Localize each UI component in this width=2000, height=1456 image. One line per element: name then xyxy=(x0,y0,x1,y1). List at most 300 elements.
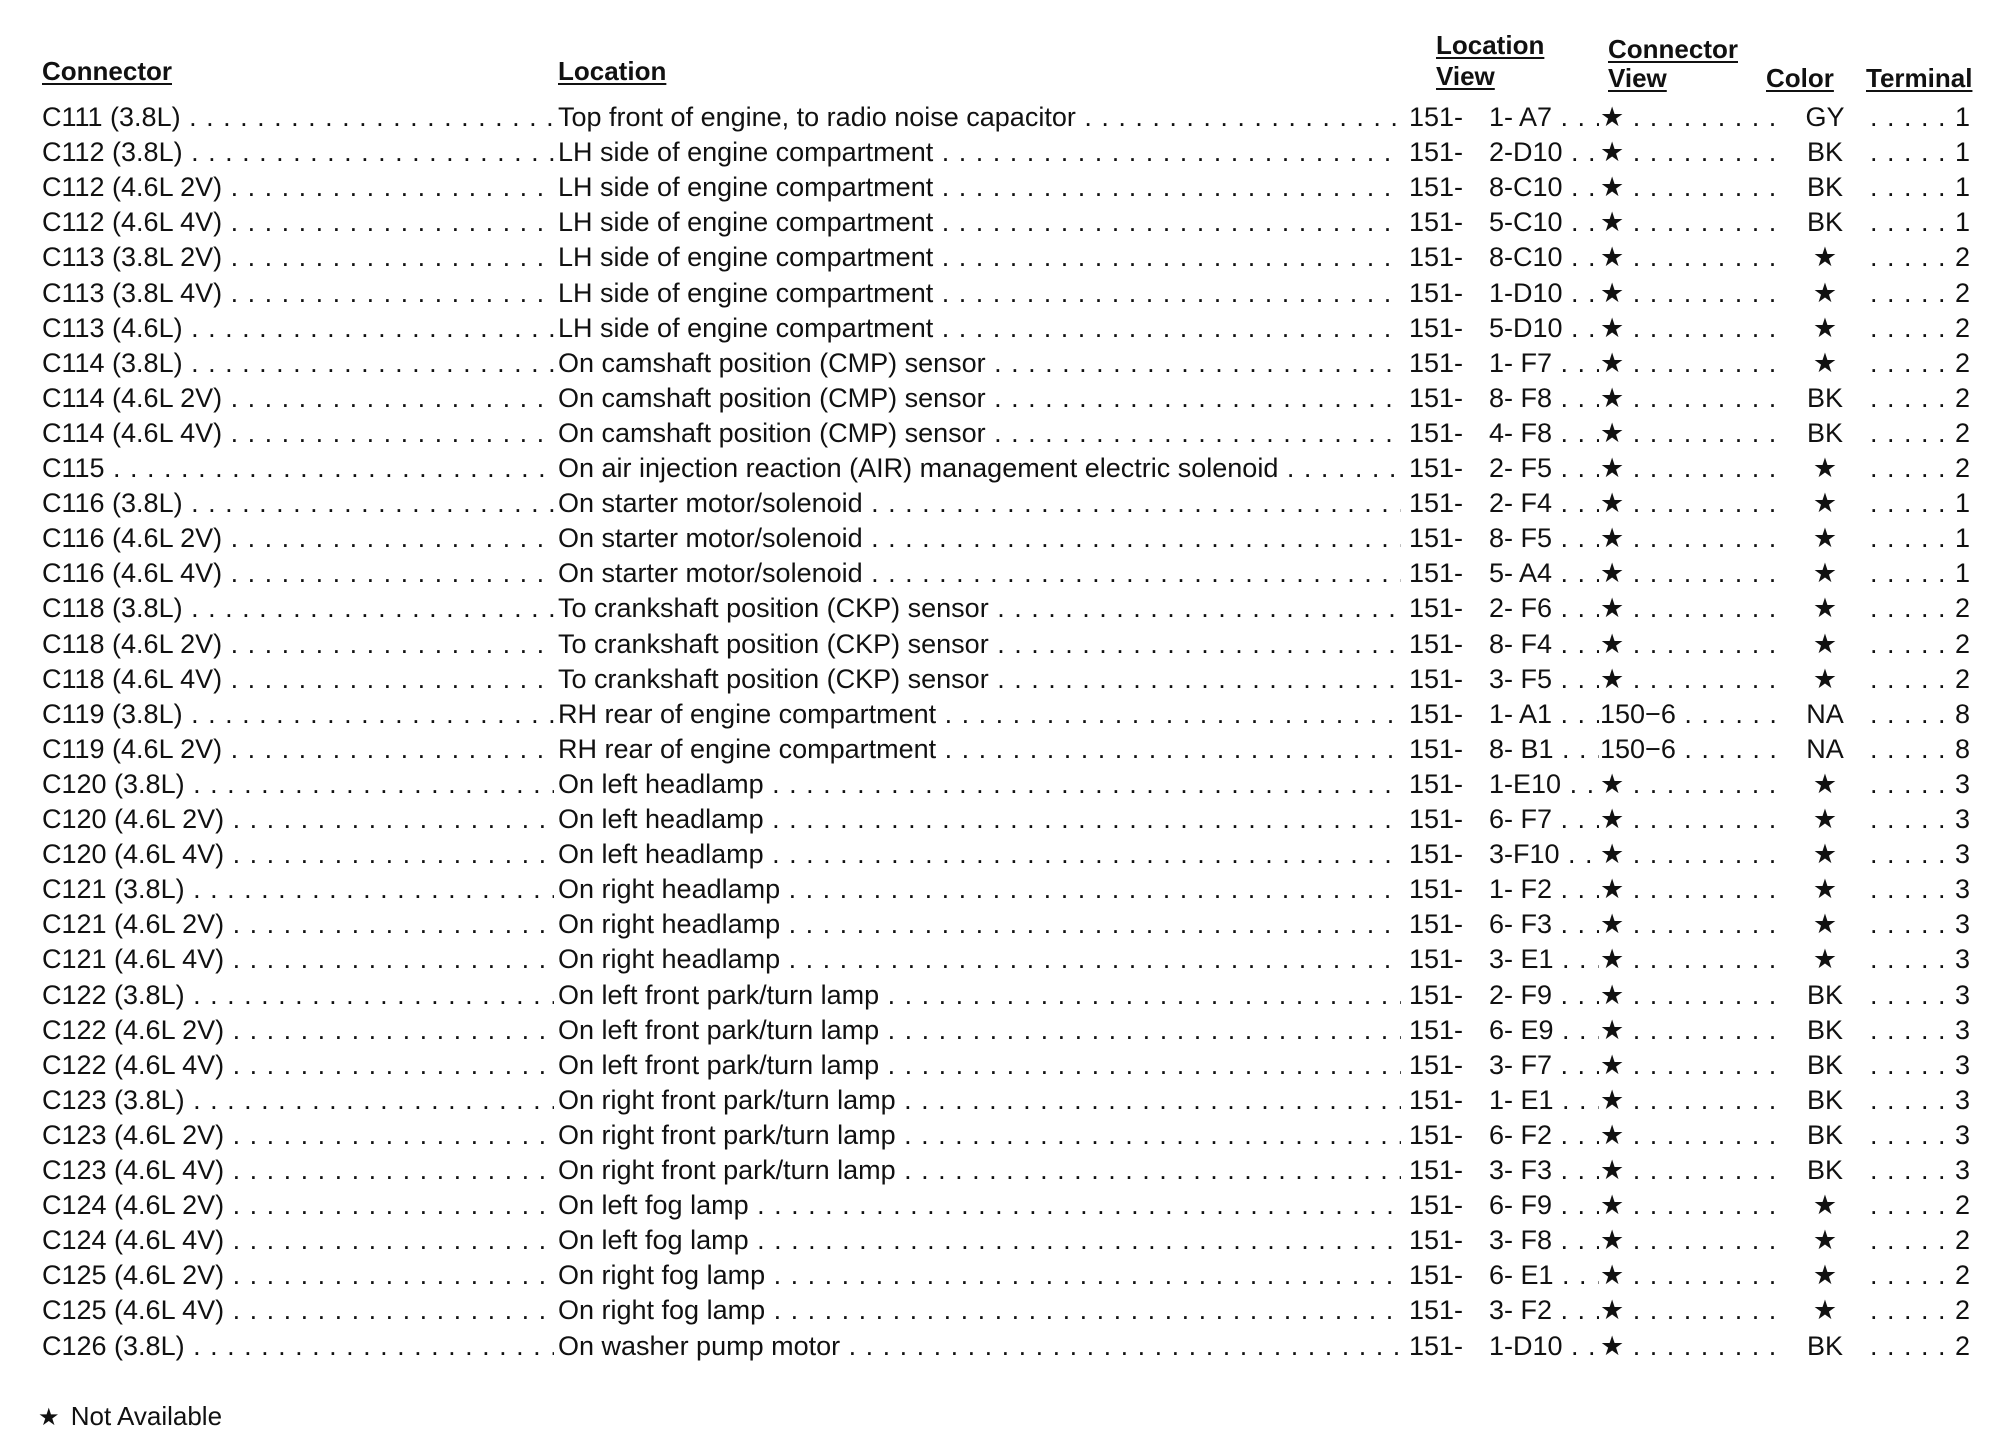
row-color: ★ xyxy=(1812,558,1838,589)
table-row xyxy=(0,627,2000,662)
row-location-view: 1-E10 . . . xyxy=(1489,767,1599,802)
row-color: ★ xyxy=(1812,1260,1838,1291)
row-connector-view: ★ . . . xyxy=(1600,416,1780,451)
terminal-value: 3 xyxy=(1955,979,1971,1010)
row-location-view: 2- F4 . . . xyxy=(1489,486,1599,521)
row-terminal xyxy=(1870,100,1990,135)
row-location-view: 6- F3 . . . xyxy=(1489,907,1599,942)
row-terminal xyxy=(1870,276,1990,311)
dot-leader: . . . . . xyxy=(1870,1119,1956,1150)
row-location-view: 1- E1 . . . xyxy=(1489,1083,1599,1118)
row-terminal xyxy=(1870,1013,1990,1048)
dot-leader: . . . . . xyxy=(1870,1014,1956,1045)
terminal-value: 3 xyxy=(1955,1084,1971,1115)
row-connector-view: 150−6 . . . xyxy=(1600,697,1780,732)
table-row xyxy=(0,556,2000,591)
header-color: Color xyxy=(1766,63,1834,93)
row-location-view: 6- F7 . . . xyxy=(1489,802,1599,837)
row-connector-view: ★ . . . xyxy=(1600,276,1780,311)
row-connector-view: ★ . . . xyxy=(1600,135,1780,170)
row-location: To crankshaft position (CKP) sensor . . . xyxy=(558,627,1401,662)
dot-leader: . . . . . xyxy=(1870,242,1956,273)
row-location-view: 8- F4 . . . xyxy=(1489,627,1599,662)
dot-leader: . . . . . xyxy=(1870,1225,1956,1256)
dot-leader: . . . . . xyxy=(1870,347,1956,378)
dot-leader: . . . . . xyxy=(1870,804,1956,834)
row-color: NA xyxy=(1806,698,1844,729)
row-location: LH side of engine compartment . . . xyxy=(558,170,1401,205)
terminal-value: 3 xyxy=(1955,1155,1971,1185)
row-terminal xyxy=(1870,135,1990,170)
row-location-view-prefix: 151- xyxy=(1409,172,1464,203)
row-location: LH side of engine compartment . . . xyxy=(558,311,1401,346)
dot-leader: . . . . . xyxy=(1870,488,1956,519)
row-connector-view: ★ . . . xyxy=(1600,486,1780,521)
row-location: LH side of engine compartment . . . xyxy=(558,276,1401,311)
row-terminal xyxy=(1870,907,1990,942)
header-connector-view-line1: Connector xyxy=(1608,34,1738,64)
row-location-view-prefix: 151- xyxy=(1409,523,1464,554)
row-connector: C115 . . . xyxy=(42,451,554,486)
row-location: On right headlamp . . . xyxy=(558,907,1401,942)
row-connector: C113 (3.8L 2V) . . . xyxy=(42,240,554,275)
row-location: On starter motor/solenoid . . . xyxy=(558,556,1401,591)
footnote-text: Not Available xyxy=(70,1401,223,1431)
dot-leader: . . . . . xyxy=(1870,1049,1956,1080)
terminal-value: 3 xyxy=(1955,909,1971,940)
row-color: BK xyxy=(1806,1049,1844,1080)
dot-leader: . . . . . xyxy=(1870,1155,1956,1185)
terminal-value: 2 xyxy=(1955,453,1971,483)
row-location-view-prefix: 151- xyxy=(1409,137,1464,168)
dot-leader: . . . . . xyxy=(1870,593,1956,624)
row-location-view: 5- A4 . . . xyxy=(1489,556,1599,591)
row-terminal xyxy=(1870,627,1990,662)
dot-leader: . . . . . xyxy=(1870,1084,1956,1115)
dot-leader: . . . . . xyxy=(1870,874,1956,905)
row-terminal xyxy=(1870,1083,1990,1118)
terminal-value: 2 xyxy=(1955,1295,1971,1326)
row-location-view-prefix: 151- xyxy=(1409,102,1464,132)
row-connector-view: ★ . . . xyxy=(1600,1293,1780,1328)
row-connector-view: ★ . . . xyxy=(1600,100,1780,135)
row-location-view-prefix: 151- xyxy=(1409,382,1464,413)
table-row xyxy=(0,872,2000,907)
terminal-value: 3 xyxy=(1955,804,1971,834)
dot-leader: . . . . . xyxy=(1870,628,1956,659)
terminal-value: 2 xyxy=(1955,242,1971,273)
row-connector-view: ★ . . . xyxy=(1600,1153,1780,1188)
row-color: BK xyxy=(1806,1014,1844,1045)
row-location: On camshaft position (CMP) sensor . . . xyxy=(558,416,1401,451)
terminal-value: 8 xyxy=(1955,733,1971,764)
table-row xyxy=(0,802,2000,837)
row-connector-view: ★ . . . xyxy=(1600,1329,1780,1364)
terminal-value: 2 xyxy=(1955,1260,1971,1291)
row-location: On left front park/turn lamp . . . xyxy=(558,1048,1401,1083)
row-location: RH rear of engine compartment . . . xyxy=(558,697,1401,732)
row-location: On air injection reaction (AIR) management electric solenoid . . . xyxy=(558,451,1401,486)
row-color: ★ xyxy=(1812,593,1838,624)
row-connector: C126 (3.8L) . . . xyxy=(42,1329,554,1364)
row-location-view-prefix: 151- xyxy=(1409,1119,1464,1150)
row-location-view-prefix: 151- xyxy=(1409,979,1464,1010)
row-location-view: 3- F7 . . . xyxy=(1489,1048,1599,1083)
table-row xyxy=(0,381,2000,416)
row-terminal xyxy=(1870,591,1990,626)
row-terminal xyxy=(1870,556,1990,591)
dot-leader: . . . . . xyxy=(1870,733,1956,764)
row-terminal xyxy=(1870,942,1990,977)
row-location: LH side of engine compartment . . . xyxy=(558,135,1401,170)
row-terminal xyxy=(1870,240,1990,275)
row-connector: C122 (4.6L 2V) . . . xyxy=(42,1013,554,1048)
row-connector: C121 (4.6L 4V) . . . xyxy=(42,942,554,977)
row-terminal xyxy=(1870,837,1990,872)
terminal-value: 3 xyxy=(1955,768,1971,799)
row-connector-view: ★ . . . xyxy=(1600,556,1780,591)
row-color: ★ xyxy=(1812,347,1838,378)
table-row xyxy=(0,170,2000,205)
row-location-view-prefix: 151- xyxy=(1409,698,1464,729)
row-color: ★ xyxy=(1812,1295,1838,1326)
row-color: ★ xyxy=(1812,839,1838,870)
row-color: ★ xyxy=(1812,1190,1838,1221)
row-connector: C120 (3.8L) . . . xyxy=(42,767,554,802)
row-connector: C124 (4.6L 2V) . . . xyxy=(42,1188,554,1223)
row-connector: C114 (4.6L 2V) . . . xyxy=(42,381,554,416)
row-location: On right headlamp . . . xyxy=(558,942,1401,977)
row-location-view-prefix: 151- xyxy=(1409,558,1464,589)
terminal-value: 2 xyxy=(1955,1190,1971,1221)
row-terminal xyxy=(1870,1048,1990,1083)
row-connector-view: ★ . . . xyxy=(1600,872,1780,907)
row-connector-view: ★ . . . xyxy=(1600,978,1780,1013)
row-location-view: 6- F9 . . . xyxy=(1489,1188,1599,1223)
row-connector: C120 (4.6L 4V) . . . xyxy=(42,837,554,872)
row-location: On left fog lamp . . . xyxy=(558,1223,1401,1258)
terminal-value: 2 xyxy=(1955,628,1971,659)
row-terminal xyxy=(1870,662,1990,697)
row-location: On washer pump motor . . . xyxy=(558,1329,1401,1364)
table-row xyxy=(0,240,2000,275)
dot-leader: . . . . . xyxy=(1870,979,1956,1010)
row-terminal xyxy=(1870,978,1990,1013)
terminal-value: 3 xyxy=(1955,1049,1971,1080)
row-location-view-prefix: 151- xyxy=(1409,453,1464,483)
row-terminal xyxy=(1870,1153,1990,1188)
row-connector-view: ★ . . . xyxy=(1600,1118,1780,1153)
dot-leader: . . . . . xyxy=(1870,172,1956,203)
dot-leader: . . . . . xyxy=(1870,839,1956,870)
row-connector: C121 (4.6L 2V) . . . xyxy=(42,907,554,942)
table-row xyxy=(0,907,2000,942)
table-row xyxy=(0,276,2000,311)
row-terminal xyxy=(1870,1223,1990,1258)
dot-leader: . . . . . xyxy=(1870,1260,1956,1291)
row-terminal xyxy=(1870,1293,1990,1328)
terminal-value: 2 xyxy=(1955,593,1971,624)
table-row xyxy=(0,1153,2000,1188)
header-connector-view-line2: View xyxy=(1608,63,1667,93)
row-connector-view: ★ . . . xyxy=(1600,170,1780,205)
row-location-view-prefix: 151- xyxy=(1409,1295,1464,1326)
row-connector-view: ★ . . . xyxy=(1600,311,1780,346)
row-color: GY xyxy=(1805,102,1845,132)
row-location-view: 5-D10 . . . xyxy=(1489,311,1599,346)
row-location-view: 6- F2 . . . xyxy=(1489,1118,1599,1153)
row-location-view: 1-D10 . . . xyxy=(1489,1329,1599,1364)
row-location-view-prefix: 151- xyxy=(1409,242,1464,273)
table-row xyxy=(0,135,2000,170)
row-terminal xyxy=(1870,311,1990,346)
row-terminal xyxy=(1870,872,1990,907)
row-connector: C112 (4.6L 2V) . . . xyxy=(42,170,554,205)
table-row xyxy=(0,662,2000,697)
row-location-view-prefix: 151- xyxy=(1409,1084,1464,1115)
table-row xyxy=(0,311,2000,346)
row-connector-view: ★ . . . xyxy=(1600,591,1780,626)
row-terminal xyxy=(1870,416,1990,451)
table-row xyxy=(0,837,2000,872)
row-color: ★ xyxy=(1812,874,1838,905)
row-terminal xyxy=(1870,486,1990,521)
row-connector: C123 (3.8L) . . . xyxy=(42,1083,554,1118)
row-connector-view: ★ . . . xyxy=(1600,381,1780,416)
row-connector: C120 (4.6L 2V) . . . xyxy=(42,802,554,837)
row-connector: C116 (4.6L 2V) . . . xyxy=(42,521,554,556)
row-connector: C118 (4.6L 4V) . . . xyxy=(42,662,554,697)
table-row xyxy=(0,1048,2000,1083)
row-location: On left front park/turn lamp . . . xyxy=(558,978,1401,1013)
table-row xyxy=(0,451,2000,486)
row-location: On left fog lamp . . . xyxy=(558,1188,1401,1223)
row-color: BK xyxy=(1806,1084,1844,1115)
row-color: ★ xyxy=(1812,1225,1838,1256)
row-location: On left front park/turn lamp . . . xyxy=(558,1013,1401,1048)
dot-leader: . . . . . xyxy=(1870,137,1956,168)
row-connector: C113 (4.6L) . . . xyxy=(42,311,554,346)
dot-leader: . . . . . xyxy=(1870,558,1956,589)
terminal-value: 2 xyxy=(1955,1330,1971,1361)
row-connector-view: ★ . . . xyxy=(1600,1188,1780,1223)
terminal-value: 3 xyxy=(1955,1014,1971,1045)
row-connector-view: ★ . . . xyxy=(1600,627,1780,662)
row-terminal xyxy=(1870,1329,1990,1364)
row-connector-view: ★ . . . xyxy=(1600,205,1780,240)
header-location-view-line1: Location xyxy=(1436,30,1545,60)
header-location: Location xyxy=(558,56,667,86)
dot-leader: . . . . . xyxy=(1870,453,1956,483)
row-location-view-prefix: 151- xyxy=(1409,628,1464,659)
dot-leader: . . . . . xyxy=(1870,1295,1956,1326)
dot-leader: . . . . . xyxy=(1870,768,1956,799)
dot-leader: . . . . . xyxy=(1870,417,1956,448)
dot-leader: . . . . . xyxy=(1870,312,1956,343)
row-connector-view: ★ . . . xyxy=(1600,802,1780,837)
row-location-view: 3- F2 . . . xyxy=(1489,1293,1599,1328)
row-connector-view: ★ . . . xyxy=(1600,1013,1780,1048)
table-row xyxy=(0,346,2000,381)
row-color: ★ xyxy=(1812,909,1838,940)
terminal-value: 2 xyxy=(1955,277,1971,308)
row-connector-view: ★ . . . xyxy=(1600,240,1780,275)
header-location-view-line2: View xyxy=(1436,61,1495,91)
star-icon: ★ xyxy=(38,1404,60,1431)
row-location-view: 1- F7 . . . xyxy=(1489,346,1599,381)
row-connector: C125 (4.6L 2V) . . . xyxy=(42,1258,554,1293)
row-color: ★ xyxy=(1812,242,1838,273)
row-connector: C122 (4.6L 4V) . . . xyxy=(42,1048,554,1083)
row-connector: C123 (4.6L 2V) . . . xyxy=(42,1118,554,1153)
row-connector: C118 (4.6L 2V) . . . xyxy=(42,627,554,662)
row-connector: C116 (3.8L) . . . xyxy=(42,486,554,521)
terminal-value: 3 xyxy=(1955,874,1971,905)
row-location: On right front park/turn lamp . . . xyxy=(558,1153,1401,1188)
row-location-view-prefix: 151- xyxy=(1409,663,1464,694)
row-location-view: 5-C10 . . . xyxy=(1489,205,1599,240)
row-location: On camshaft position (CMP) sensor . . . xyxy=(558,346,1401,381)
table-row xyxy=(0,732,2000,767)
row-location: On starter motor/solenoid . . . xyxy=(558,521,1401,556)
row-connector: C114 (3.8L) . . . xyxy=(42,346,554,381)
row-location-view-prefix: 151- xyxy=(1409,768,1464,799)
row-location: On starter motor/solenoid . . . xyxy=(558,486,1401,521)
row-connector: C119 (4.6L 2V) . . . xyxy=(42,732,554,767)
row-location-view: 2- F5 . . . xyxy=(1489,451,1599,486)
terminal-value: 3 xyxy=(1955,1119,1971,1150)
dot-leader: . . . . . xyxy=(1870,382,1956,413)
row-location-view: 8- F8 . . . xyxy=(1489,381,1599,416)
row-connector: C114 (4.6L 4V) . . . xyxy=(42,416,554,451)
table-row xyxy=(0,591,2000,626)
terminal-value: 3 xyxy=(1955,944,1971,975)
row-location-view-prefix: 151- xyxy=(1409,874,1464,905)
row-color: ★ xyxy=(1812,277,1838,308)
terminal-value: 3 xyxy=(1955,839,1971,870)
row-color: ★ xyxy=(1812,523,1838,554)
dot-leader: . . . . . xyxy=(1870,944,1956,975)
row-location-view-prefix: 151- xyxy=(1409,488,1464,519)
row-location-view: 8-C10 . . . xyxy=(1489,240,1599,275)
row-terminal xyxy=(1870,1188,1990,1223)
row-connector: C122 (3.8L) . . . xyxy=(42,978,554,1013)
row-terminal xyxy=(1870,205,1990,240)
row-connector: C112 (4.6L 4V) . . . xyxy=(42,205,554,240)
row-color: BK xyxy=(1806,382,1844,413)
terminal-value: 2 xyxy=(1955,417,1971,448)
table-row xyxy=(0,100,2000,135)
row-color: ★ xyxy=(1812,804,1838,834)
row-location-view: 1-D10 . . . xyxy=(1489,276,1599,311)
row-color: ★ xyxy=(1812,944,1838,975)
row-terminal xyxy=(1870,381,1990,416)
table-row xyxy=(0,1013,2000,1048)
row-color: BK xyxy=(1806,1119,1844,1150)
row-location: On left headlamp . . . xyxy=(558,767,1401,802)
row-color: NA xyxy=(1806,733,1844,764)
row-connector: C125 (4.6L 4V) . . . xyxy=(42,1293,554,1328)
row-connector-view: ★ . . . xyxy=(1600,907,1780,942)
row-location-view: 8- B1 . . . xyxy=(1489,732,1599,767)
table-row xyxy=(0,697,2000,732)
row-location-view: 6- E9 . . . xyxy=(1489,1013,1599,1048)
table-row xyxy=(0,942,2000,977)
row-location: To crankshaft position (CKP) sensor . . . xyxy=(558,591,1401,626)
row-location-view: 3- F5 . . . xyxy=(1489,662,1599,697)
row-color: ★ xyxy=(1812,768,1838,799)
row-location-view-prefix: 151- xyxy=(1409,207,1464,238)
row-color: BK xyxy=(1806,979,1844,1010)
terminal-value: 2 xyxy=(1955,312,1971,343)
row-connector-view: ★ . . . xyxy=(1600,662,1780,697)
row-color: BK xyxy=(1806,137,1844,168)
row-location-view: 3- F3 . . . xyxy=(1489,1153,1599,1188)
row-color: BK xyxy=(1806,207,1844,238)
row-connector-view: ★ . . . xyxy=(1600,521,1780,556)
dot-leader: . . . . . xyxy=(1870,523,1956,554)
row-location-view-prefix: 151- xyxy=(1409,1225,1464,1256)
dot-leader: . . . . . xyxy=(1870,277,1956,308)
row-location-view-prefix: 151- xyxy=(1409,733,1464,764)
row-location: RH rear of engine compartment . . . xyxy=(558,732,1401,767)
terminal-value: 2 xyxy=(1955,663,1971,694)
terminal-value: 2 xyxy=(1955,1225,1971,1256)
row-connector-view: ★ . . . xyxy=(1600,1223,1780,1258)
row-color: ★ xyxy=(1812,628,1838,659)
terminal-value: 1 xyxy=(1955,137,1971,168)
table-row xyxy=(0,416,2000,451)
row-connector: C116 (4.6L 4V) . . . xyxy=(42,556,554,591)
row-location-view-prefix: 151- xyxy=(1409,593,1464,624)
table-row xyxy=(0,521,2000,556)
dot-leader: . . . . . xyxy=(1870,663,1956,694)
row-location-view-prefix: 151- xyxy=(1409,417,1464,448)
row-terminal xyxy=(1870,802,1990,837)
row-color: ★ xyxy=(1812,488,1838,519)
row-location-view-prefix: 151- xyxy=(1409,944,1464,975)
row-connector: C121 (3.8L) . . . xyxy=(42,872,554,907)
dot-leader: . . . . . xyxy=(1870,102,1956,132)
row-connector-view: ★ . . . xyxy=(1600,837,1780,872)
row-location-view-prefix: 151- xyxy=(1409,839,1464,870)
row-location-view: 2-D10 . . . xyxy=(1489,135,1599,170)
row-location: Top front of engine, to radio noise capacitor . . . xyxy=(558,100,1401,135)
footnote xyxy=(38,1400,222,1434)
row-location: LH side of engine compartment . . . xyxy=(558,205,1401,240)
header-terminal: Terminal xyxy=(1866,63,1973,93)
terminal-value: 8 xyxy=(1955,698,1971,729)
row-terminal xyxy=(1870,451,1990,486)
row-location-view: 1- A1 . . . xyxy=(1489,697,1599,732)
row-location-view-prefix: 151- xyxy=(1409,1049,1464,1080)
row-location-view-prefix: 151- xyxy=(1409,804,1464,834)
dot-leader: . . . . . xyxy=(1870,698,1956,729)
terminal-value: 1 xyxy=(1955,207,1971,238)
row-location-view-prefix: 151- xyxy=(1409,909,1464,940)
row-location: On left headlamp . . . xyxy=(558,802,1401,837)
row-terminal xyxy=(1870,697,1990,732)
row-connector: C123 (4.6L 4V) . . . xyxy=(42,1153,554,1188)
row-color: ★ xyxy=(1812,453,1838,483)
row-location: On right front park/turn lamp . . . xyxy=(558,1083,1401,1118)
row-location-view-prefix: 151- xyxy=(1409,1260,1464,1291)
row-connector-view: ★ . . . xyxy=(1600,767,1780,802)
row-color: BK xyxy=(1806,172,1844,203)
row-connector-view: ★ . . . xyxy=(1600,451,1780,486)
row-location-view: 3- F8 . . . xyxy=(1489,1223,1599,1258)
terminal-value: 1 xyxy=(1955,102,1971,132)
